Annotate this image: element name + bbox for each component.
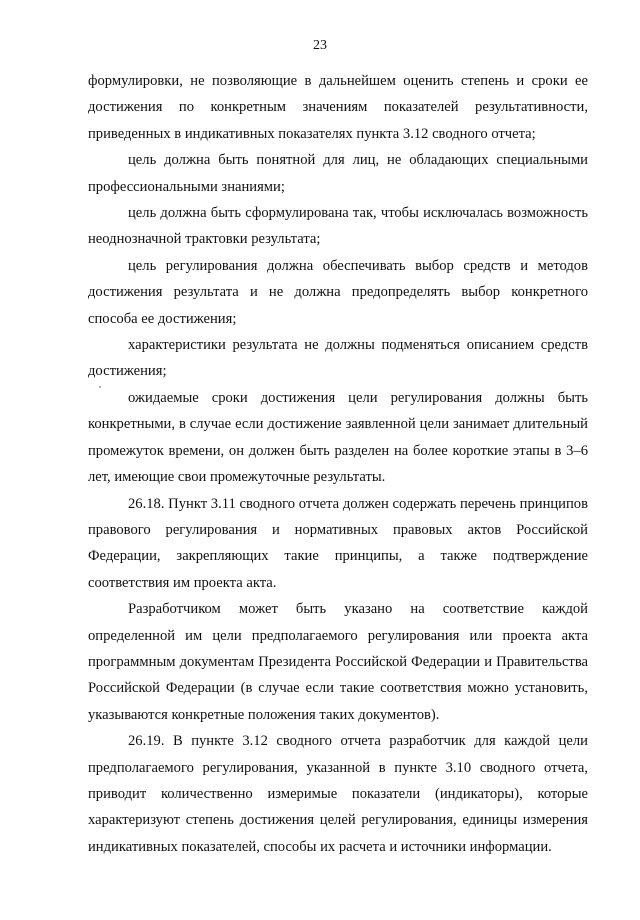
paragraph-developer-compliance: Разработчиком может быть указано на соответствие каждой определенной им цели предполагаемого регулирования или проекта акта программным документам Президента Российской Федерации и Правительства Российской Федерации (в случае если такие соответствия можно установить, указываются конкретные положения таких документов). (88, 601, 588, 723)
paragraph-expected-terms: ожидаемые сроки достижения цели регулирования должны быть конкретными, в случае если достижение заявленной цели занимает длительный промежуток времени, он должен быть разделен на более короткие этапы в 3–6 лет, имеющие свои промежуточные результаты. (88, 389, 588, 486)
paragraph-26-18: 26.18. Пункт 3.11 сводного отчета должен содержать перечень принципов правового регулирования и нормативных правовых актов Российской Федерации, закрепляющих такие принципы, а также подтверждение соответствия им проекта акта. (88, 495, 588, 591)
paragraph-26-19: 26.19. В пункте 3.12 сводного отчета разработчик для каждой цели предполагаемого регулирования, указанной в пункте 3.10 сводного отчета, приводит количественно измеримые показатели (индикаторы), которые характеризуют степень достижения целей регулирования, единицы измерения индикативных показателей, способы их расчета и источники информации. (88, 733, 588, 855)
paragraph-goal-clarity: цель должна быть понятной для лиц, не обладающих специальными профессиональными знаниями; (88, 152, 588, 195)
scan-speck (99, 386, 101, 388)
paragraph-goal-means: цель регулирования должна обеспечивать выбор средств и методов достижения результата и не должна предопределять выбор конкретного способа ее достижения; (88, 257, 588, 327)
paragraph-result-characteristics: характеристики результата не должны подменяться описанием средств достижения; (88, 337, 588, 380)
page-number: 23 (313, 38, 327, 53)
paragraph-continuation: формулировки, не позволяющие в дальнейшем оценить степень и сроки ее достижения по конкретным значениям показателей результативности, приведенных в индикативных показателях пункта 3.12 сводного отчета; (88, 73, 588, 142)
paragraph-goal-unambiguous: цель должна быть сформулирована так, чтобы исключалась возможность неоднозначной трактовки результата; (88, 205, 588, 248)
